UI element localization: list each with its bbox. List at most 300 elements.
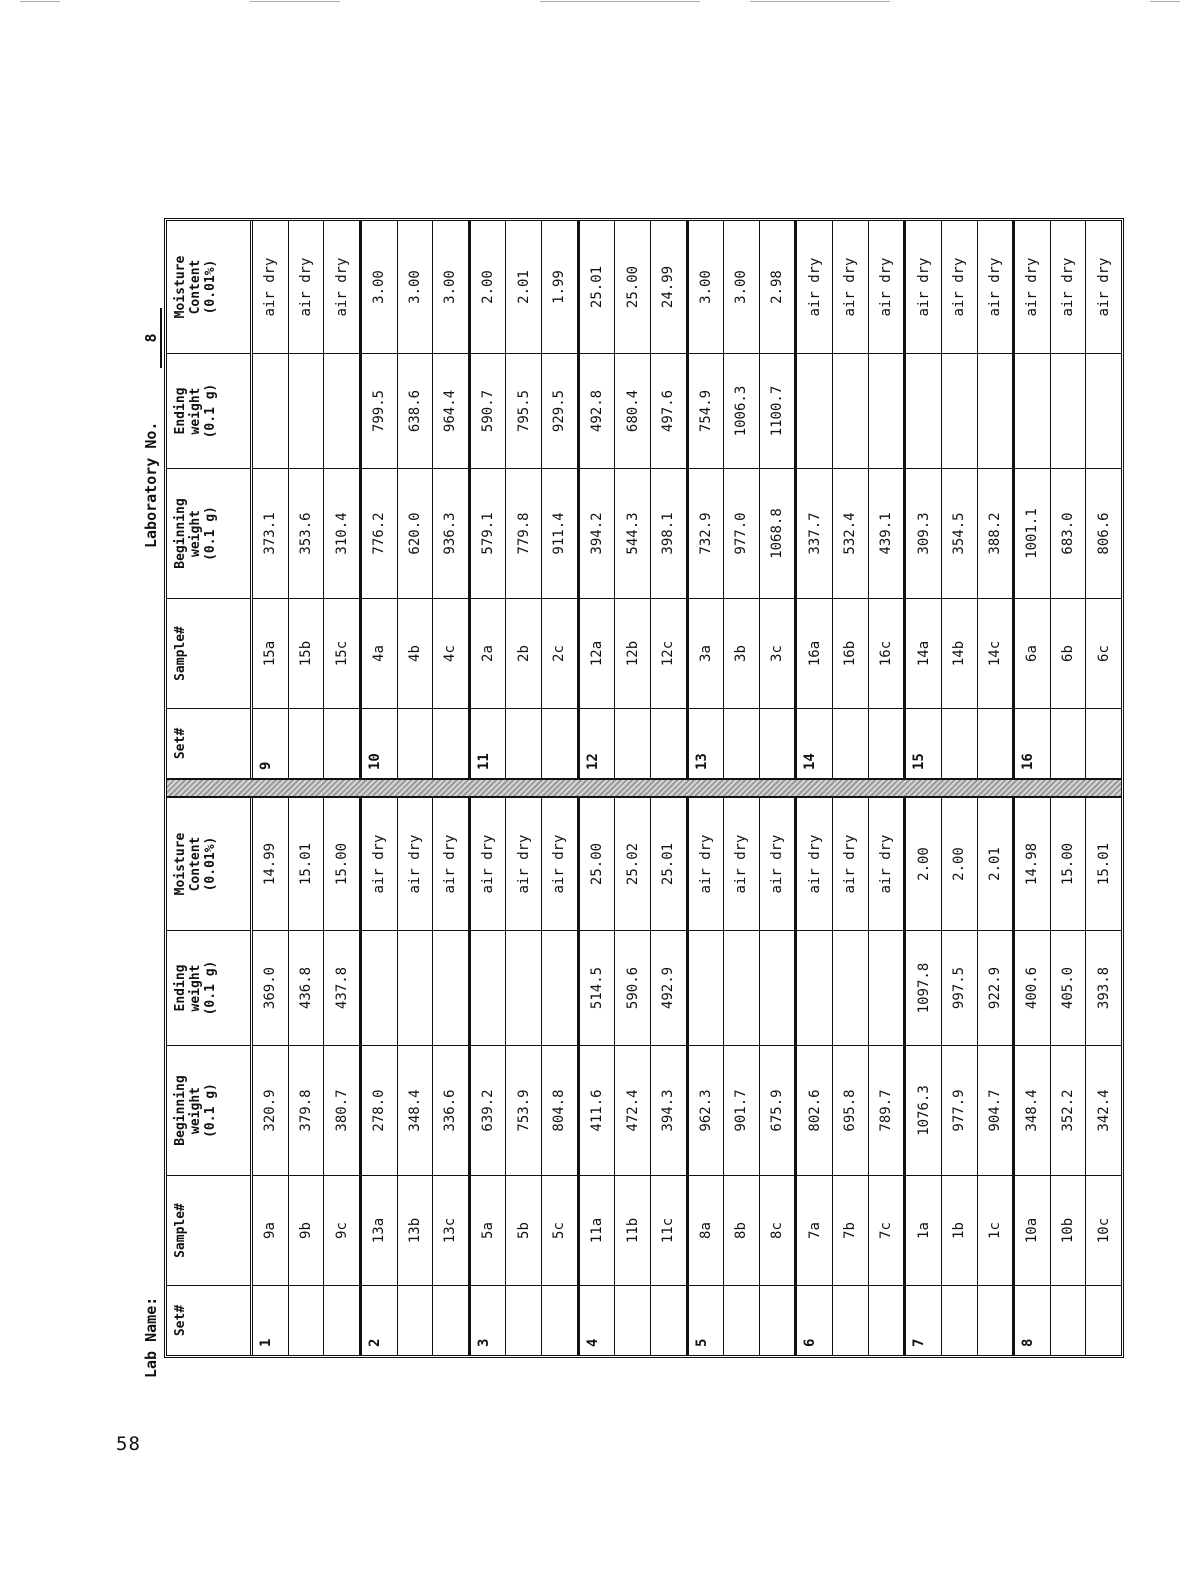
ending-weight-cell: 400.6 xyxy=(1015,930,1050,1045)
ending-weight-cell: 997.5 xyxy=(942,930,977,1045)
header-moisture-content: Moisture Content (0.01%) xyxy=(173,832,218,896)
beginning-weight-cell: 779.8 xyxy=(506,468,541,598)
table-row xyxy=(542,221,578,778)
set-cell xyxy=(433,1285,468,1355)
beginning-weight-cell: 804.8 xyxy=(542,1045,577,1175)
moisture-content-cell: 15.01 xyxy=(297,842,314,886)
set-cell xyxy=(651,708,686,778)
moisture-content-cell: air dry xyxy=(842,257,859,317)
ending-weight-cell xyxy=(689,930,724,1045)
ending-weight-cell xyxy=(471,930,506,1045)
moisture-content-cell: air dry xyxy=(515,834,532,894)
lab-name-label: Lab Name: xyxy=(142,1296,160,1378)
beginning-weight-cell: 354.5 xyxy=(942,468,977,598)
ending-weight-cell: 437.8 xyxy=(324,930,359,1045)
moisture-content-cell: air dry xyxy=(480,834,497,894)
moisture-content-cell: air dry xyxy=(877,834,894,894)
sample-cell: 14b xyxy=(942,598,977,708)
set-cell: 10 xyxy=(362,708,397,778)
sample-cell: 7a xyxy=(797,1175,832,1285)
moisture-content-cell: air dry xyxy=(842,834,859,894)
table-row xyxy=(869,798,905,1355)
ending-weight-cell xyxy=(797,930,832,1045)
table-row xyxy=(1086,798,1121,1355)
beginning-weight-cell: 309.3 xyxy=(906,468,941,598)
table-row xyxy=(469,798,507,1355)
set-cell xyxy=(542,1285,577,1355)
table-left-half xyxy=(167,798,1121,1355)
set-cell xyxy=(651,1285,686,1355)
table-row xyxy=(1051,798,1087,1355)
set-cell xyxy=(615,1285,650,1355)
moisture-content-cell: 3.00 xyxy=(371,270,388,304)
set-cell xyxy=(1051,708,1086,778)
beginning-weight-cell: 379.8 xyxy=(289,1045,324,1175)
ending-weight-cell: 369.0 xyxy=(253,930,288,1045)
moisture-content-cell: air dry xyxy=(262,257,279,317)
table-row xyxy=(1013,221,1051,778)
ending-weight-cell xyxy=(797,353,832,468)
moisture-content-cell: 2.01 xyxy=(515,270,532,304)
table-row xyxy=(1013,798,1051,1355)
sample-cell: 8c xyxy=(760,1175,795,1285)
table-row xyxy=(651,798,687,1355)
table-row xyxy=(651,221,687,778)
moisture-content-cell: 2.00 xyxy=(480,270,497,304)
sample-cell: 13c xyxy=(433,1175,468,1285)
sample-cell: 11a xyxy=(580,1175,615,1285)
set-cell: 16 xyxy=(1015,708,1050,778)
sample-cell: 16a xyxy=(797,598,832,708)
set-cell xyxy=(398,1285,433,1355)
table-row xyxy=(904,798,942,1355)
table-row xyxy=(833,221,869,778)
ending-weight-cell xyxy=(906,353,941,468)
table-row xyxy=(615,221,651,778)
table-row xyxy=(578,798,616,1355)
table-row xyxy=(904,221,942,778)
beginning-weight-cell: 675.9 xyxy=(760,1045,795,1175)
set-cell xyxy=(833,1285,868,1355)
sample-cell: 10a xyxy=(1015,1175,1050,1285)
ending-weight-cell xyxy=(760,930,795,1045)
set-cell xyxy=(760,1285,795,1355)
header-sample: Sample# xyxy=(167,1175,250,1285)
ending-weight-cell: 795.5 xyxy=(506,353,541,468)
ending-weight-cell: 929.5 xyxy=(542,353,577,468)
ending-weight-cell: 1097.8 xyxy=(906,930,941,1045)
table-row xyxy=(795,798,833,1355)
table-row xyxy=(687,221,725,778)
sample-cell: 12c xyxy=(651,598,686,708)
table-row xyxy=(398,221,434,778)
header-set: Set# xyxy=(167,1285,250,1355)
table-body-right xyxy=(253,221,1121,778)
moisture-content-cell: air dry xyxy=(551,834,568,894)
ending-weight-cell xyxy=(978,353,1013,468)
moisture-content-cell: 14.99 xyxy=(262,842,279,886)
sample-cell: 15a xyxy=(253,598,288,708)
set-cell: 3 xyxy=(471,1285,506,1355)
moisture-content-cell: air dry xyxy=(769,834,786,894)
beginning-weight-cell: 342.4 xyxy=(1086,1045,1121,1175)
moisture-content-cell: air dry xyxy=(297,257,314,317)
beginning-weight-cell: 353.6 xyxy=(289,468,324,598)
moisture-content-cell: air dry xyxy=(371,834,388,894)
ending-weight-cell: 497.6 xyxy=(651,353,686,468)
lab-number-label: Laboratory No. xyxy=(142,421,160,548)
ending-weight-cell: 393.8 xyxy=(1086,930,1121,1045)
sample-cell: 1b xyxy=(942,1175,977,1285)
moisture-content-cell: air dry xyxy=(915,257,932,317)
beginning-weight-cell: 977.9 xyxy=(942,1045,977,1175)
set-cell xyxy=(724,708,759,778)
beginning-weight-cell: 977.0 xyxy=(724,468,759,598)
table-body-left xyxy=(253,798,1121,1355)
table-header xyxy=(167,221,253,778)
moisture-content-cell: 15.00 xyxy=(333,842,350,886)
ending-weight-cell: 754.9 xyxy=(689,353,724,468)
beginning-weight-cell: 753.9 xyxy=(506,1045,541,1175)
beginning-weight-cell: 388.2 xyxy=(978,468,1013,598)
sample-cell: 4b xyxy=(398,598,433,708)
ending-weight-cell: 638.6 xyxy=(398,353,433,468)
moisture-content-cell: air dry xyxy=(806,257,823,317)
beginning-weight-cell: 394.2 xyxy=(580,468,615,598)
set-cell xyxy=(542,708,577,778)
table-row xyxy=(724,798,760,1355)
ending-weight-cell xyxy=(506,930,541,1045)
sample-cell: 3b xyxy=(724,598,759,708)
ending-weight-cell xyxy=(833,353,868,468)
beginning-weight-cell: 904.7 xyxy=(978,1045,1013,1175)
moisture-content-cell: 25.01 xyxy=(588,265,605,309)
set-cell xyxy=(289,708,324,778)
set-cell xyxy=(869,708,904,778)
set-cell xyxy=(1051,1285,1086,1355)
ending-weight-cell: 492.9 xyxy=(651,930,686,1045)
lab-number-value: 8 xyxy=(142,308,162,368)
sample-cell: 2c xyxy=(542,598,577,708)
table-row xyxy=(542,798,578,1355)
sample-cell: 14c xyxy=(978,598,1013,708)
ending-weight-cell: 405.0 xyxy=(1051,930,1086,1045)
beginning-weight-cell: 472.4 xyxy=(615,1045,650,1175)
set-cell xyxy=(615,708,650,778)
table-right-half xyxy=(167,221,1121,778)
ending-weight-cell: 590.7 xyxy=(471,353,506,468)
set-cell xyxy=(324,708,359,778)
set-cell xyxy=(942,708,977,778)
ending-weight-cell: 922.9 xyxy=(978,930,1013,1045)
table-row xyxy=(1051,221,1087,778)
moisture-table xyxy=(164,218,1124,1358)
table-row xyxy=(795,221,833,778)
ending-weight-cell xyxy=(1086,353,1121,468)
table-row xyxy=(398,798,434,1355)
set-cell xyxy=(433,708,468,778)
ending-weight-cell xyxy=(253,353,288,468)
set-cell xyxy=(324,1285,359,1355)
sample-cell: 15b xyxy=(289,598,324,708)
ending-weight-cell xyxy=(869,930,904,1045)
beginning-weight-cell: 639.2 xyxy=(471,1045,506,1175)
table-row xyxy=(253,798,289,1355)
set-cell: 9 xyxy=(253,708,288,778)
table-row xyxy=(469,221,507,778)
table-row xyxy=(289,221,325,778)
sample-cell: 13a xyxy=(362,1175,397,1285)
beginning-weight-cell: 1076.3 xyxy=(906,1045,941,1175)
scan-top-edge xyxy=(0,0,1188,4)
beginning-weight-cell: 394.3 xyxy=(651,1045,686,1175)
beginning-weight-cell: 320.9 xyxy=(253,1045,288,1175)
table-row xyxy=(1086,221,1121,778)
set-cell: 4 xyxy=(580,1285,615,1355)
moisture-content-cell: air dry xyxy=(951,257,968,317)
table-row xyxy=(978,798,1014,1355)
set-cell xyxy=(1086,1285,1121,1355)
table-row xyxy=(324,798,360,1355)
moisture-content-cell: 24.99 xyxy=(660,265,677,309)
moisture-content-cell: air dry xyxy=(406,834,423,894)
sample-cell: 7c xyxy=(869,1175,904,1285)
sample-cell: 3c xyxy=(760,598,795,708)
ending-weight-cell: 680.4 xyxy=(615,353,650,468)
table-row xyxy=(615,798,651,1355)
sample-cell: 8a xyxy=(689,1175,724,1285)
beginning-weight-cell: 776.2 xyxy=(362,468,397,598)
table-row xyxy=(253,221,289,778)
sample-cell: 10c xyxy=(1086,1175,1121,1285)
table-row xyxy=(433,221,469,778)
beginning-weight-cell: 278.0 xyxy=(362,1045,397,1175)
sample-cell: 6b xyxy=(1051,598,1086,708)
beginning-weight-cell: 579.1 xyxy=(471,468,506,598)
moisture-content-cell: 2.00 xyxy=(951,847,968,881)
table-row xyxy=(360,221,398,778)
ending-weight-cell xyxy=(324,353,359,468)
ending-weight-cell xyxy=(1051,353,1086,468)
ending-weight-cell xyxy=(942,353,977,468)
sample-cell: 11b xyxy=(615,1175,650,1285)
beginning-weight-cell: 398.1 xyxy=(651,468,686,598)
moisture-content-cell: 2.98 xyxy=(769,270,786,304)
moisture-content-cell: 14.98 xyxy=(1024,842,1041,886)
moisture-content-cell: air dry xyxy=(806,834,823,894)
sample-cell: 2b xyxy=(506,598,541,708)
moisture-content-cell: air dry xyxy=(1024,257,1041,317)
sample-cell: 6c xyxy=(1086,598,1121,708)
sample-cell: 12a xyxy=(580,598,615,708)
header-set: Set# xyxy=(167,708,250,778)
sample-cell: 11c xyxy=(651,1175,686,1285)
set-cell: 6 xyxy=(797,1285,832,1355)
moisture-content-cell: 25.02 xyxy=(624,842,641,886)
header-beginning-weight: Beginning weight (0.1 g) xyxy=(167,468,250,598)
sample-cell: 16b xyxy=(833,598,868,708)
beginning-weight-cell: 337.7 xyxy=(797,468,832,598)
table-row xyxy=(506,798,542,1355)
set-cell: 8 xyxy=(1015,1285,1050,1355)
table-row xyxy=(506,221,542,778)
beginning-weight-cell: 411.6 xyxy=(580,1045,615,1175)
sample-cell: 5a xyxy=(471,1175,506,1285)
sample-cell: 1c xyxy=(978,1175,1013,1285)
set-cell xyxy=(978,1285,1013,1355)
set-cell xyxy=(760,708,795,778)
moisture-content-cell: air dry xyxy=(333,257,350,317)
moisture-content-cell: 25.00 xyxy=(624,265,641,309)
sample-cell: 12b xyxy=(615,598,650,708)
beginning-weight-cell: 1001.1 xyxy=(1015,468,1050,598)
sample-cell: 14a xyxy=(906,598,941,708)
set-cell xyxy=(506,708,541,778)
sample-cell: 9a xyxy=(253,1175,288,1285)
table-row xyxy=(978,221,1014,778)
sample-cell: 8b xyxy=(724,1175,759,1285)
header-beginning-weight: Beginning weight (0.1 g) xyxy=(167,1045,250,1175)
beginning-weight-cell: 544.3 xyxy=(615,468,650,598)
moisture-content-cell: 25.00 xyxy=(588,842,605,886)
sample-cell: 6a xyxy=(1015,598,1050,708)
table-row xyxy=(724,221,760,778)
table-row xyxy=(578,221,616,778)
beginning-weight-cell: 695.8 xyxy=(833,1045,868,1175)
table-row xyxy=(869,221,905,778)
ending-weight-cell xyxy=(542,930,577,1045)
ending-weight-cell: 1100.7 xyxy=(760,353,795,468)
table-row xyxy=(833,798,869,1355)
moisture-content-cell: air dry xyxy=(986,257,1003,317)
ending-weight-cell xyxy=(433,930,468,1045)
sample-cell: 2a xyxy=(471,598,506,708)
set-cell xyxy=(942,1285,977,1355)
beginning-weight-cell: 310.4 xyxy=(324,468,359,598)
set-cell xyxy=(978,708,1013,778)
set-cell xyxy=(398,708,433,778)
beginning-weight-cell: 683.0 xyxy=(1051,468,1086,598)
set-cell: 14 xyxy=(797,708,832,778)
sample-cell: 4c xyxy=(433,598,468,708)
beginning-weight-cell: 373.1 xyxy=(253,468,288,598)
moisture-content-cell: air dry xyxy=(1060,257,1077,317)
header-moisture-content: Moisture Content (0.01%) xyxy=(173,255,218,319)
sample-cell: 9c xyxy=(324,1175,359,1285)
sample-cell: 10b xyxy=(1051,1175,1086,1285)
moisture-content-cell: 3.00 xyxy=(406,270,423,304)
table-header xyxy=(167,798,253,1355)
beginning-weight-cell: 732.9 xyxy=(689,468,724,598)
ending-weight-cell: 1006.3 xyxy=(724,353,759,468)
header-sample: Sample# xyxy=(167,598,250,708)
ending-weight-cell: 514.5 xyxy=(580,930,615,1045)
ending-weight-cell xyxy=(833,930,868,1045)
shaded-divider xyxy=(167,778,1121,798)
set-cell: 7 xyxy=(906,1285,941,1355)
beginning-weight-cell: 936.3 xyxy=(433,468,468,598)
ending-weight-cell xyxy=(869,353,904,468)
ending-weight-cell xyxy=(1015,353,1050,468)
sample-cell: 16c xyxy=(869,598,904,708)
set-cell: 2 xyxy=(362,1285,397,1355)
moisture-content-cell: 2.00 xyxy=(915,847,932,881)
moisture-content-cell: 15.00 xyxy=(1060,842,1077,886)
sample-cell: 15c xyxy=(324,598,359,708)
set-cell xyxy=(724,1285,759,1355)
beginning-weight-cell: 911.4 xyxy=(542,468,577,598)
sheet-header xyxy=(140,208,164,1378)
ending-weight-cell: 799.5 xyxy=(362,353,397,468)
header-ending-weight: Ending weight (0.1 g) xyxy=(167,353,250,468)
set-cell: 13 xyxy=(689,708,724,778)
set-cell: 1 xyxy=(253,1285,288,1355)
set-cell xyxy=(506,1285,541,1355)
moisture-content-cell: 1.99 xyxy=(551,270,568,304)
page-number: 58 xyxy=(116,1433,141,1455)
table-row xyxy=(289,798,325,1355)
sample-cell: 9b xyxy=(289,1175,324,1285)
beginning-weight-cell: 439.1 xyxy=(869,468,904,598)
beginning-weight-cell: 1068.8 xyxy=(760,468,795,598)
set-cell: 15 xyxy=(906,708,941,778)
beginning-weight-cell: 620.0 xyxy=(398,468,433,598)
sample-cell: 7b xyxy=(833,1175,868,1285)
ending-weight-cell xyxy=(289,353,324,468)
beginning-weight-cell: 962.3 xyxy=(689,1045,724,1175)
ending-weight-cell xyxy=(362,930,397,1045)
beginning-weight-cell: 336.6 xyxy=(433,1045,468,1175)
set-cell xyxy=(1086,708,1121,778)
set-cell xyxy=(833,708,868,778)
set-cell xyxy=(869,1285,904,1355)
beginning-weight-cell: 352.2 xyxy=(1051,1045,1086,1175)
table-row xyxy=(360,798,398,1355)
moisture-content-cell: 25.01 xyxy=(660,842,677,886)
beginning-weight-cell: 901.7 xyxy=(724,1045,759,1175)
set-cell: 5 xyxy=(689,1285,724,1355)
table-row xyxy=(433,798,469,1355)
table-row xyxy=(942,221,978,778)
moisture-content-cell: 3.00 xyxy=(442,270,459,304)
header-ending-weight: Ending weight (0.1 g) xyxy=(167,930,250,1045)
ending-weight-cell xyxy=(398,930,433,1045)
table-row xyxy=(760,798,796,1355)
sample-cell: 3a xyxy=(689,598,724,708)
table-row xyxy=(324,221,360,778)
beginning-weight-cell: 348.4 xyxy=(1015,1045,1050,1175)
moisture-content-cell: air dry xyxy=(1095,257,1112,317)
table-row xyxy=(760,221,796,778)
ending-weight-cell: 590.6 xyxy=(615,930,650,1045)
ending-weight-cell: 964.4 xyxy=(433,353,468,468)
table-row xyxy=(942,798,978,1355)
moisture-content-cell: 2.01 xyxy=(986,847,1003,881)
set-cell: 12 xyxy=(580,708,615,778)
beginning-weight-cell: 380.7 xyxy=(324,1045,359,1175)
sample-cell: 1a xyxy=(906,1175,941,1285)
table-row xyxy=(687,798,725,1355)
ending-weight-cell xyxy=(724,930,759,1045)
sample-cell: 5c xyxy=(542,1175,577,1285)
set-cell: 11 xyxy=(471,708,506,778)
moisture-content-cell: air dry xyxy=(442,834,459,894)
sample-cell: 5b xyxy=(506,1175,541,1285)
ending-weight-cell: 492.8 xyxy=(580,353,615,468)
ending-weight-cell: 436.8 xyxy=(289,930,324,1045)
moisture-content-cell: 3.00 xyxy=(697,270,714,304)
sample-cell: 13b xyxy=(398,1175,433,1285)
